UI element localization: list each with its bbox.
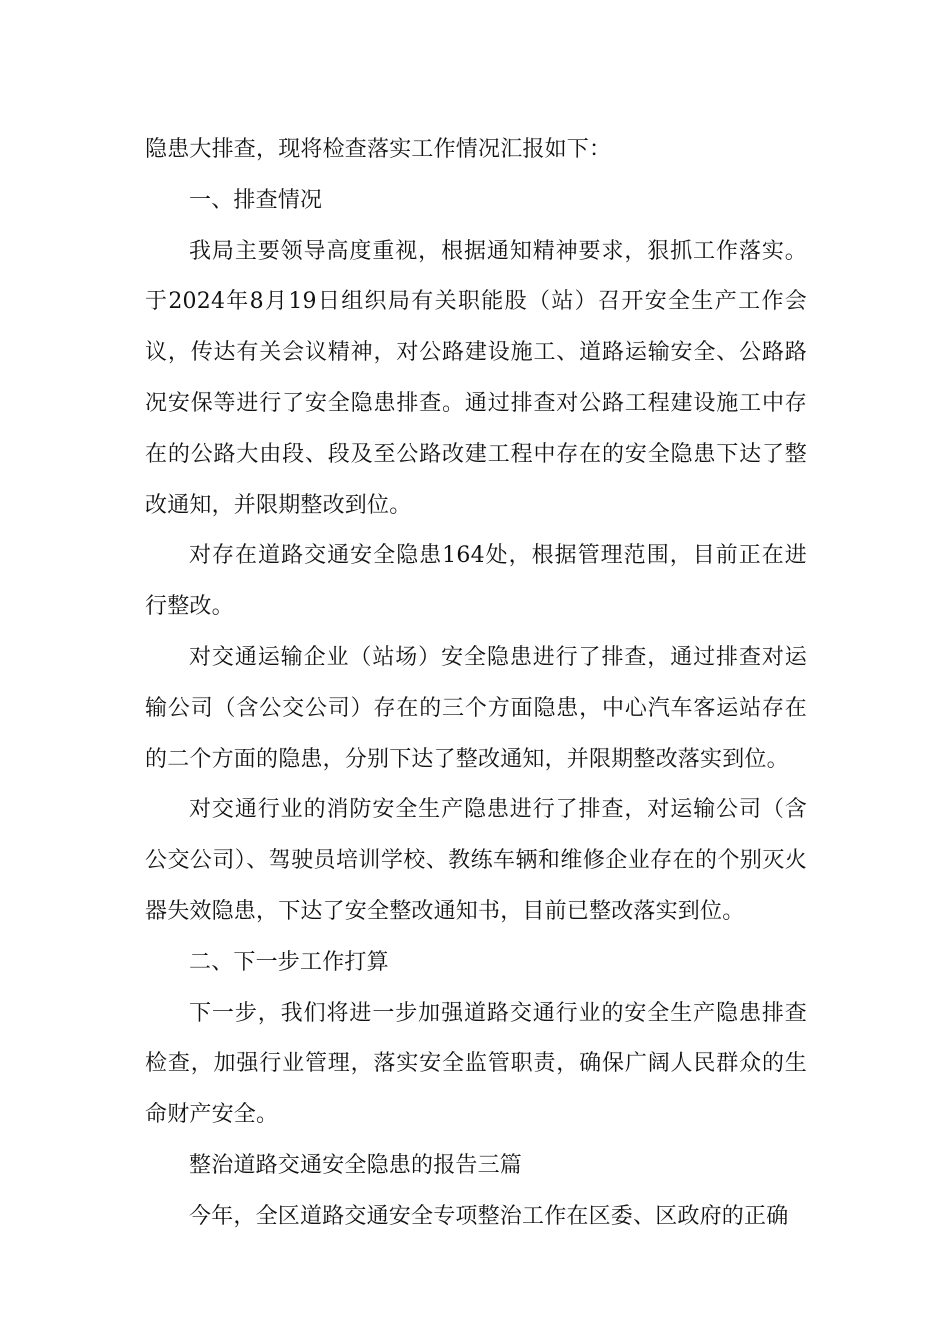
paragraph-intro-continuation: 隐患大排查，现将检查落实工作情况汇报如下： — [145, 137, 612, 162]
paragraph-road-hazards: 对存在道路交通安全隐患164处，根据管理范围，目前正在进行整改。 — [145, 543, 807, 620]
paragraph-this-year: 今年，全区道路交通安全专项整治工作在区委、区政府的正确 — [189, 1203, 789, 1229]
paragraph-leadership-meeting: 我局主要领导高度重视，根据通知精神要求，狠抓工作落实。于2024年8月19日组织局有关职能股（站）召开安全生产工作会议，传达有关会议精神，对公路建设施工、道路运输安全、公路路况安保等进行了安全隐患排查。通过排查对公路工程建设施工中存在的公路大由段、段及至公路改建工程中存在的安全隐患下达了整改通知，并限期整改到位。 — [145, 238, 807, 518]
report-title-three: 整治道路交通安全隐患的报告三篇 — [189, 1152, 523, 1178]
section-heading-investigation: 一、排查情况 — [189, 187, 323, 213]
paragraph-transport-enterprises: 对交通运输企业（站场）安全隐患进行了排查，通过排查对运输公司（含公交公司）存在的三个方面隐患，中心汽车客运站存在的二个方面的隐患，分别下达了整改通知，并限期整改落实到位。 — [145, 644, 807, 772]
section-heading-next-steps: 二、下一步工作打算 — [189, 949, 389, 975]
paragraph-next-steps: 下一步，我们将进一步加强道路交通行业的安全生产隐患排查检查，加强行业管理，落实安全监管职责，确保广阔人民群众的生命财产安全。 — [145, 1000, 807, 1128]
document-body — [145, 125, 807, 1243]
paragraph-fire-safety: 对交通行业的消防安全生产隐患进行了排查，对运输公司（含公交公司）、驾驶员培训学校、教练车辆和维修企业存在的个别灭火器失效隐患，下达了安全整改通知书，目前已整改落实到位。 — [145, 797, 807, 924]
